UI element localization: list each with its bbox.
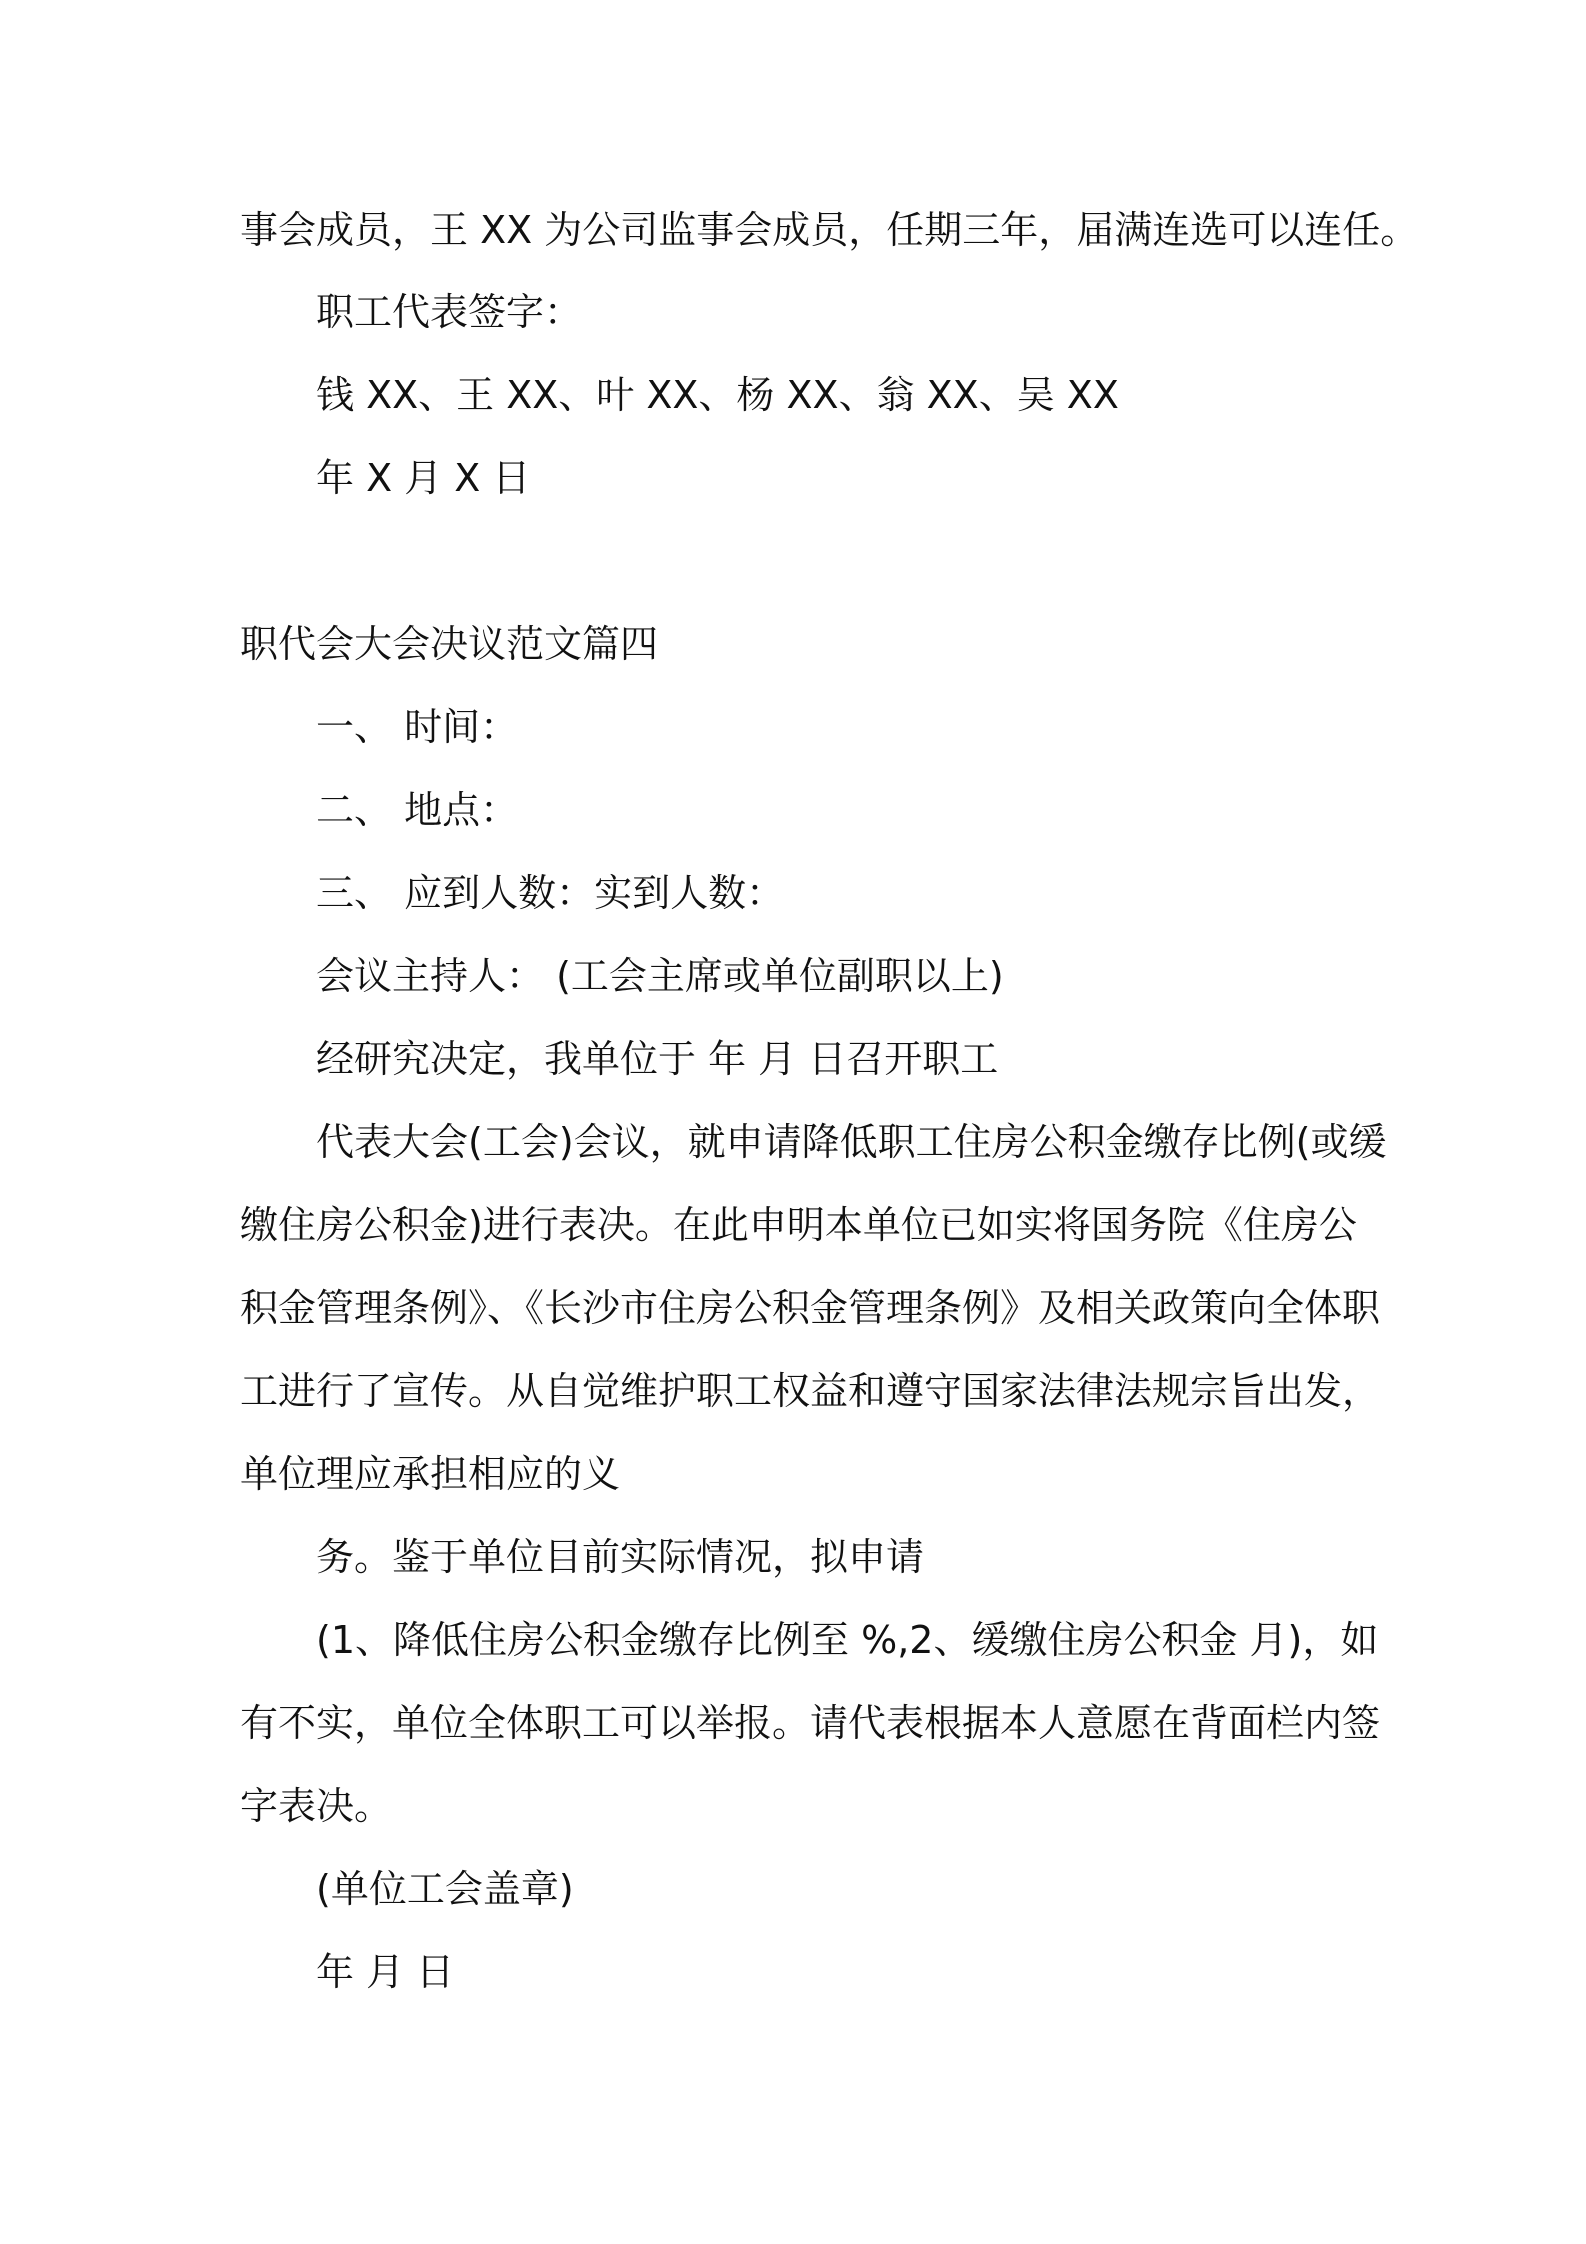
item-time: 一、 时间： <box>316 705 519 749</box>
body-paragraph-2-line-1: 代表大会(工会)会议，就申请降低职工住房公积金缴存比例(或缓 <box>316 1120 1387 1164</box>
body-paragraph-2-line-3: 积金管理条例》、《长沙市住房公积金管理条例》及相关政策向全体职 <box>240 1286 1381 1330</box>
body-paragraph-4-line-3: 字表决。 <box>240 1784 393 1828</box>
signature-heading: 职工代表签字： <box>316 290 583 334</box>
body-paragraph-1: 经研究决定，我单位于 年 月 日召开职工 <box>316 1037 999 1081</box>
paragraph-continuation: 事会成员，王 XX 为公司监事会成员，任期三年，届满连选可以连任。 <box>240 208 1419 252</box>
meeting-host: 会议主持人： (工会主席或单位副职以上) <box>316 954 1004 998</box>
seal-note: (单位工会盖章) <box>316 1867 574 1911</box>
body-paragraph-2-line-5: 单位理应承担相应的义 <box>240 1452 621 1496</box>
item-location: 二、 地点： <box>316 788 519 832</box>
body-paragraph-3: 务。鉴于单位目前实际情况，拟申请 <box>316 1535 925 1579</box>
body-paragraph-4-line-2: 有不实，单位全体职工可以举报。请代表根据本人意愿在背面栏内签 <box>240 1701 1381 1745</box>
item-attendance: 三、 应到人数：实到人数： <box>316 871 785 915</box>
body-paragraph-2-line-4: 工进行了宣传。从自觉维护职工权益和遵守国家法律法规宗旨出发， <box>240 1369 1381 1413</box>
body-paragraph-4-line-1: (1、降低住房公积金缴存比例至 %,2、缓缴住房公积金 月)，如 <box>316 1618 1379 1662</box>
section-title: 职代会大会决议范文篇四 <box>240 622 659 666</box>
body-paragraph-2-line-2: 缴住房公积金)进行表决。在此申明本单位已如实将国务院《住房公 <box>240 1203 1357 1247</box>
signature-list: 钱 XX、王 XX、叶 XX、杨 XX、翁 XX、吴 XX <box>316 373 1119 417</box>
date-line-2: 年 月 日 <box>316 1950 455 1994</box>
date-line: 年 X 月 X 日 <box>316 456 531 500</box>
